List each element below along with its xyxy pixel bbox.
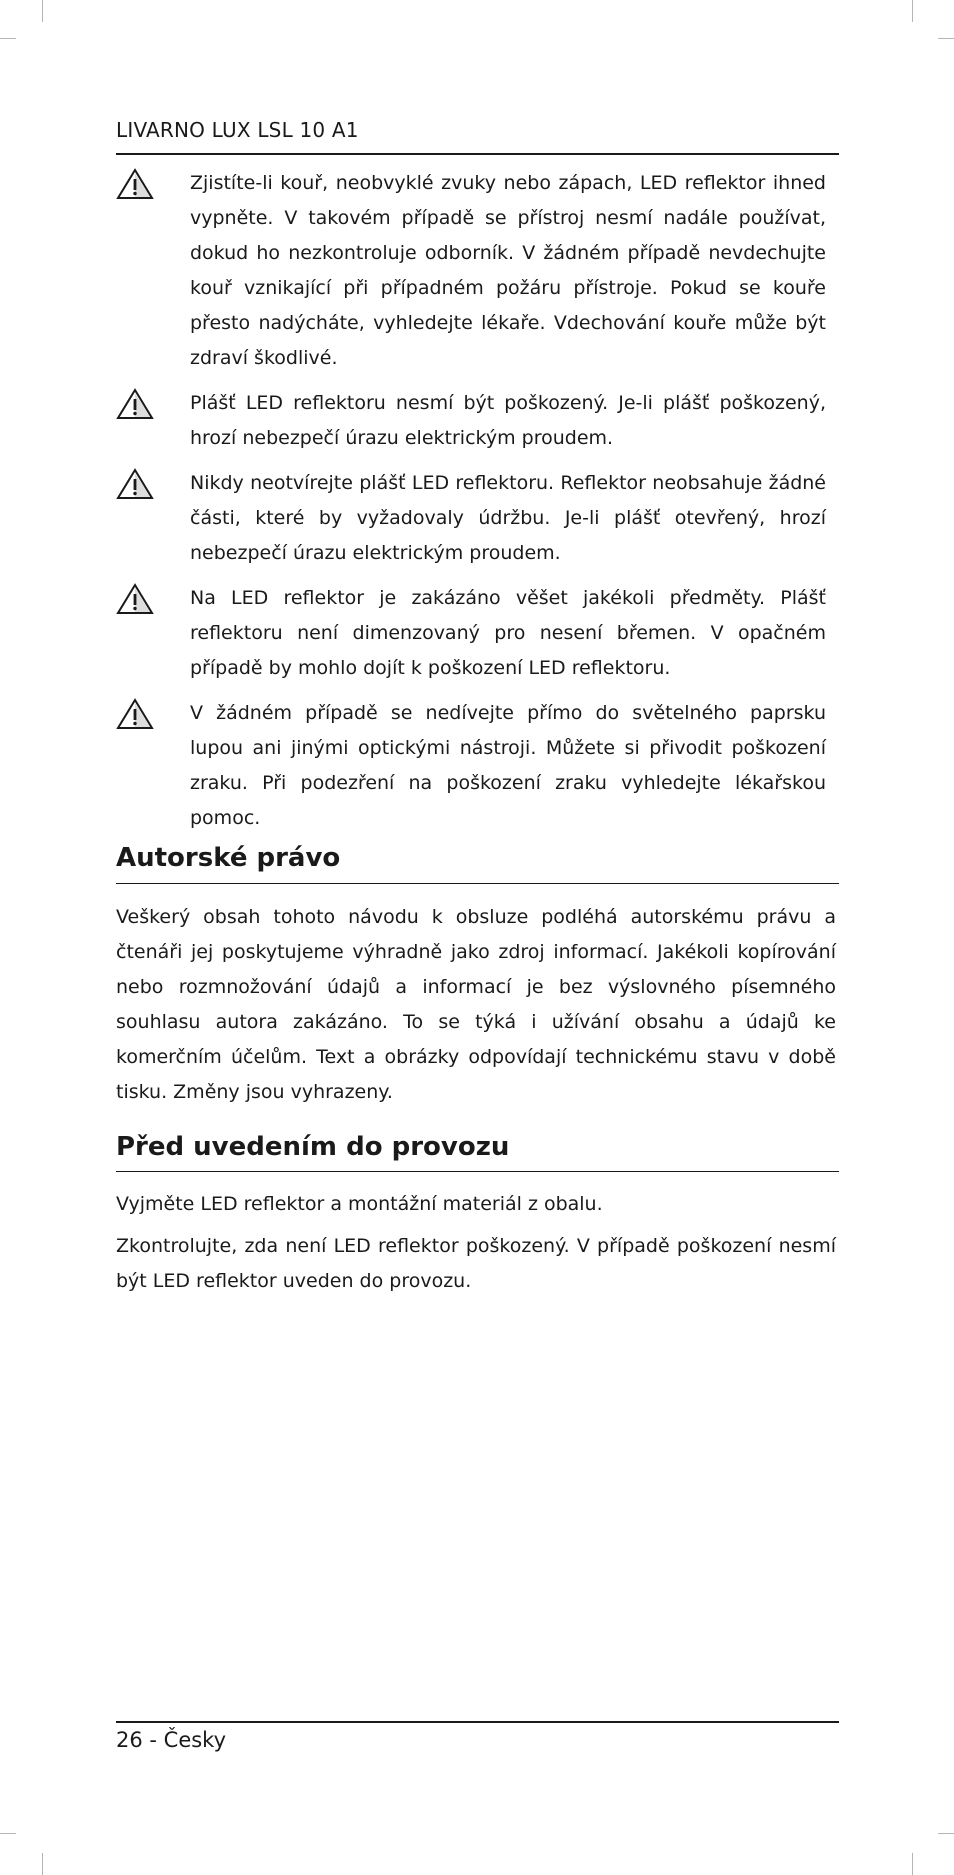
warning-triangle-icon (116, 466, 190, 571)
crop-mark-right-top (938, 38, 954, 39)
crop-mark-right-bottom (938, 1833, 954, 1834)
before-use-paragraph: Zkontrolujte, zda není LED reflektor poškozený. V případě poškození nesmí být LED reflektor uveden do provozu. (116, 1235, 836, 1292)
crop-mark-bottom-right (912, 1853, 913, 1875)
page-header-title: LIVARNO LUX LSL 10 A1 (116, 118, 359, 142)
warning-item (116, 166, 826, 376)
before-use-rule (116, 1171, 839, 1172)
copyright-heading: Autorské právo (116, 843, 341, 873)
warning-triangle-icon (116, 581, 190, 686)
page-number: 26 - Česky (116, 1728, 227, 1752)
crop-mark-left-bottom (0, 1833, 16, 1834)
warning-item (116, 386, 826, 456)
warning-text: Nikdy neotvírejte plášť LED reflektoru. Reflektor neobsahuje žádné části, které by vyžadovaly údržbu. Je-li plášť otevřený, hrozí nebezpečí úrazu elektrickým proudem. (190, 472, 826, 564)
before-use-heading: Před uvedením do provozu (116, 1132, 510, 1162)
crop-mark-top-left (42, 0, 43, 22)
copyright-rule (116, 883, 839, 884)
footer-rule (116, 1721, 839, 1723)
warning-item (116, 696, 826, 836)
warning-text: Zjistíte-li kouř, neobvyklé zvuky nebo zápach, LED reflektor ihned vypněte. V takovém případě se přístroj nesmí nadále používat, dokud ho nezkontroluje odborník. V žádném případě nevdechujte kouř vznikající při případném požáru přístroje. Pokud se kouře přesto nadýcháte, vyhledejte lékaře. Vdechování kouře může být zdraví škodlivé. (190, 172, 826, 369)
warning-text: Plášť LED reflektoru nesmí být poškozený. Je-li plášť poškozený, hrozí nebezpečí úrazu elektrickým proudem. (190, 392, 826, 449)
crop-mark-bottom-left (42, 1853, 43, 1875)
warning-triangle-icon (116, 386, 190, 456)
warning-triangle-icon (116, 696, 190, 836)
warning-list (116, 166, 826, 846)
warning-triangle-icon (116, 166, 190, 376)
crop-mark-top-right (912, 0, 913, 22)
copyright-paragraph: Veškerý obsah tohoto návodu k obsluze podléhá autorskému právu a čtenáři jej poskytujeme výhradně jako zdroj informací. Jakékoli kopírování nebo rozmnožování údajů a informací je bez výslovného písemného souhlasu autora zakázáno. To se týká i užívání obsahu a údajů ke komerčním účelům. Text a obrázky odpovídají technickému stavu v době tisku. Změny jsou vyhrazeny. (116, 906, 836, 1103)
before-use-paragraph: Vyjměte LED reflektor a montážní materiál z obalu. (116, 1193, 603, 1215)
warning-text: V žádném případě se nedívejte přímo do světelného paprsku lupou ani jinými optickými nástroji. Můžete si přivodit poškození zraku. Při podezření na poškození zraku vyhledejte lékařskou pomoc. (190, 702, 826, 829)
warning-item (116, 466, 826, 571)
warning-item (116, 581, 826, 686)
crop-mark-left-top (0, 38, 16, 39)
warning-text: Na LED reflektor je zakázáno věšet jakékoli předměty. Plášť reflektoru není dimenzovaný pro nesení břemen. V opačném případě by mohlo dojít k poškození LED reflektoru. (190, 587, 826, 679)
header-rule (116, 153, 839, 155)
